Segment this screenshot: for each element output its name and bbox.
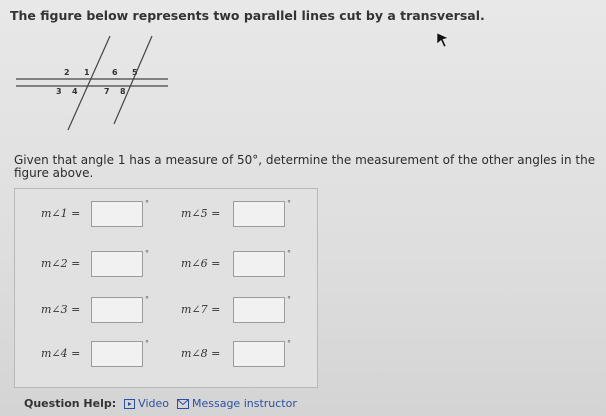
angle-8-degree-mark: ° [287, 339, 291, 348]
message-instructor-link[interactable] [177, 397, 297, 410]
video-icon [124, 399, 135, 409]
angle-label-4: 4 [72, 87, 78, 96]
angle-label-8: 8 [120, 87, 126, 96]
angle-3-answer-input[interactable] [91, 297, 143, 323]
angle-5-label: m∠5 = [181, 207, 221, 220]
given-degree-symbol: ° [252, 153, 259, 167]
answer-panel [14, 188, 318, 388]
angle-label-5: 5 [132, 68, 138, 77]
transversal-right [114, 36, 152, 124]
angle-5-answer-input[interactable] [233, 201, 285, 227]
angle-4-label: m∠4 = [41, 347, 81, 360]
angle-6-degree-mark: ° [287, 249, 291, 258]
angle-4-answer-input[interactable] [91, 341, 143, 367]
angle-label-6: 6 [112, 68, 118, 77]
angle-7-label: m∠7 = [181, 303, 221, 316]
angle-label-3: 3 [56, 87, 62, 96]
angle-4-degree-mark: ° [145, 339, 149, 348]
message-instructor-label: Message instructor [191, 397, 297, 410]
given-text-end: , determine the measurement of the other angles in the figure above. [14, 153, 596, 180]
mouse-pointer-icon [436, 32, 450, 48]
given-statement [14, 154, 599, 180]
transversal-left [68, 36, 110, 130]
angle-3-label: m∠3 = [41, 303, 81, 316]
angle-2-degree-mark: ° [145, 249, 149, 258]
angle-2-answer-input[interactable] [91, 251, 143, 277]
angle-5-degree-mark: ° [287, 199, 291, 208]
parallel-lines-figure [10, 34, 180, 134]
question-help-bar [24, 397, 297, 410]
angle-label-2: 2 [64, 68, 70, 77]
angle-6-label: m∠6 = [181, 257, 221, 270]
envelope-icon [177, 399, 189, 409]
angle-1-degree-mark: ° [145, 199, 149, 208]
angle-label-1: 1 [84, 68, 90, 77]
angle-7-degree-mark: ° [287, 295, 291, 304]
given-angle-value: 50 [237, 153, 253, 167]
angle-7-answer-input[interactable] [233, 297, 285, 323]
angle-8-answer-input[interactable] [233, 341, 285, 367]
angle-label-7: 7 [104, 87, 110, 96]
given-text-start: Given that angle 1 has a measure of [14, 153, 238, 167]
angle-3-degree-mark: ° [145, 295, 149, 304]
angle-6-answer-input[interactable] [233, 251, 285, 277]
angle-8-label: m∠8 = [181, 347, 221, 360]
video-link-label: Video [138, 397, 169, 410]
angle-1-answer-input[interactable] [91, 201, 143, 227]
angle-2-label: m∠2 = [41, 257, 81, 270]
video-help-link[interactable] [124, 397, 169, 410]
question-prompt: The figure below represents two parallel lines cut by a transversal. [10, 8, 485, 23]
angle-1-label: m∠1 = [41, 207, 81, 220]
question-help-label: Question Help: [24, 397, 117, 410]
